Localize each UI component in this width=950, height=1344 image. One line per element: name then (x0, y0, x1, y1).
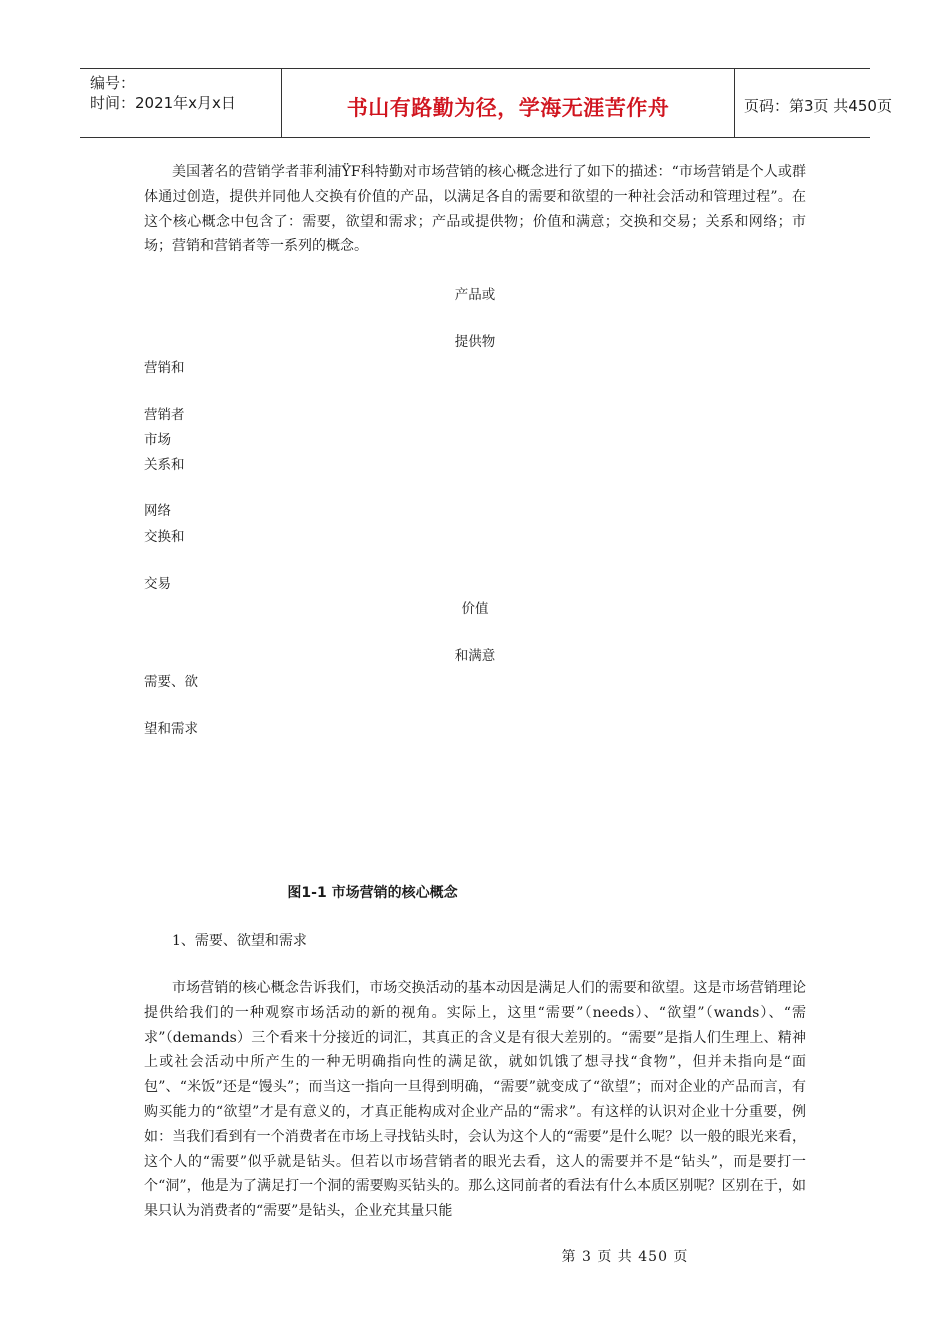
header-motto-cell (282, 69, 735, 137)
serial-label: 编号： (90, 74, 136, 92)
date-line: 时间：2021年x月x日 (90, 94, 236, 112)
figure-label-needs: 望和需求 (144, 721, 198, 737)
figure-label-product: 产品或 (454, 287, 496, 303)
figure-label-marketing: 营销和 (144, 360, 185, 376)
figure-label-market: 市场 (144, 432, 171, 448)
footer-text: 第 3 页 共 450 页 (561, 1249, 689, 1265)
figure-label-product: 提供物 (454, 334, 496, 350)
figure-label-marketing: 营销者 (144, 407, 185, 423)
figure-caption: 图1-1 市场营销的核心概念 (287, 885, 458, 901)
section-title: 1、需要、欲望和需求 (172, 933, 307, 949)
motto: 书山有路勤为径，学海无涯苦作舟 (346, 96, 670, 120)
page-code: 页码：第3页 共450页 (744, 97, 892, 115)
header-page-cell (735, 69, 892, 137)
figure-label-value: 和满意 (454, 648, 496, 664)
figure-label-needs: 需要、欲 (144, 674, 198, 690)
figure-label-relation: 关系和 (144, 457, 185, 473)
intro-paragraph: 美国著名的营销学者菲利浦ŸF科特勤对市场营销的核心概念进行了如下的描述：“市场营销是个人或群体通过创造，提供并同他人交换有价值的产品，以满足各自的需要和欲望的一种社会活动和管理过程”。在这个核心概念中包含了：需要，欲望和需求；产品或提供物；价值和满意；交换和交易；关系和网络；市场；营销和营销者等一系列的概念。 (144, 164, 806, 255)
figure-label-relation: 网络 (144, 503, 171, 519)
page-footer (0, 1246, 950, 1266)
body-paragraph: 市场营销的核心概念告诉我们，市场交换活动的基本动因是满足人们的需要和欲望。这是市场营销理论提供给我们的一种观察市场活动的新的视角。实际上，这里“需要”（needs）、“欲望”（wands）、“需求”（demands）三个看来十分接近的词汇，其真正的含义是有很大差别的。“需要”是指人们生理上、精神上或社会活动中所产生的一种无明确指向性的满足欲，就如饥饿了想寻找“食物”，但并未指向是“面包”、“米饭”还是“馒头”；而当这一指向一旦得到明确，“需要”就变成了“欲望”；而对企业的产品而言，有购买能力的“欲望”才是有意义的，才真正能构成对企业产品的“需求”。有这样的认识对企业十分重要，例如：当我们看到有一个消费者在市场上寻找钻头时，会认为这个人的“需要”是什么呢？以一般的眼光来看，这个人的“需要”似乎就是钻头。但若以市场营销者的眼光去看，这人的需要并不是“钻头”，而是要打一个“洞”，他是为了满足打一个洞的需要购买钻头的。那么这同前者的看法有什么本质区别呢？区别在于，如果只认为消费者的“需要”是钻头，企业充其量只能 (144, 980, 806, 1220)
figure-label-exchange: 交换和 (144, 529, 185, 545)
header-info-cell (80, 69, 282, 137)
figure-label-value: 价值 (461, 601, 489, 617)
header-table (80, 68, 892, 138)
figure-label-exchange: 交易 (144, 576, 171, 592)
